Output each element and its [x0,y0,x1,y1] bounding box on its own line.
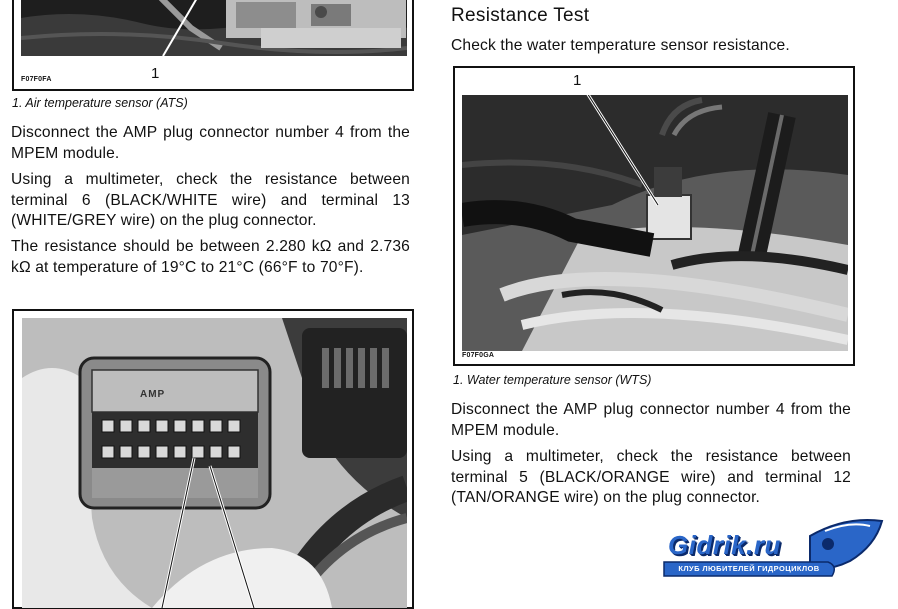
ats-photo [21,0,407,56]
amp-connector-drawing [22,318,407,608]
ats-photo-drawing [21,0,407,56]
gidrik-logo-text: Gidrik.ru [668,530,781,560]
ats-caption: 1. Air temperature sensor (ATS) [12,96,188,110]
left-paragraph-2: Using a multimeter, check the resistance between terminal 6 (BLACK/WHITE wire) and terminal 13 (WHITE/GREY wire) on the plug connector. [11,171,410,229]
left-paragraph-3: The resistance should be between 2.280 kΩ and 2.736 kΩ at temperature of 19°C to 21°C (66°F to 70°F). [11,238,410,276]
wts-figure-code: F07F0GA [462,352,495,359]
resistance-test-heading: Resistance Test [451,5,590,26]
ats-figure-code: F07F0FA [21,76,52,83]
wts-caption: 1. Water temperature sensor (WTS) [453,373,652,387]
right-paragraph-1: Disconnect the AMP plug connector number 4 from the MPEM module. [451,401,851,439]
resistance-test-intro: Check the water temperature sensor resistance. [451,37,790,54]
amp-connector-figure [12,309,414,609]
gidrik-logo-tagline: КЛУБ ЛЮБИТЕЛЕЙ ГИДРОЦИКЛОВ [678,564,820,573]
amp-connector-photo [22,318,407,608]
gidrik-logo[interactable] [660,516,888,586]
wts-callout-number: 1 [573,72,582,89]
left-paragraph-1: Disconnect the AMP plug connector number 4 from the MPEM module. [11,124,410,162]
right-paragraph-2: Using a multimeter, check the resistance between terminal 5 (BLACK/ORANGE wire) and terminal 12 (TAN/ORANGE wire) on the plug connector. [451,448,851,506]
amp-plug-label: AMP [140,389,166,400]
wts-photo-drawing [462,95,848,351]
wts-figure [453,66,855,366]
ats-callout-number: 1 [151,65,160,82]
ats-figure [12,0,414,91]
wts-photo [462,95,848,351]
